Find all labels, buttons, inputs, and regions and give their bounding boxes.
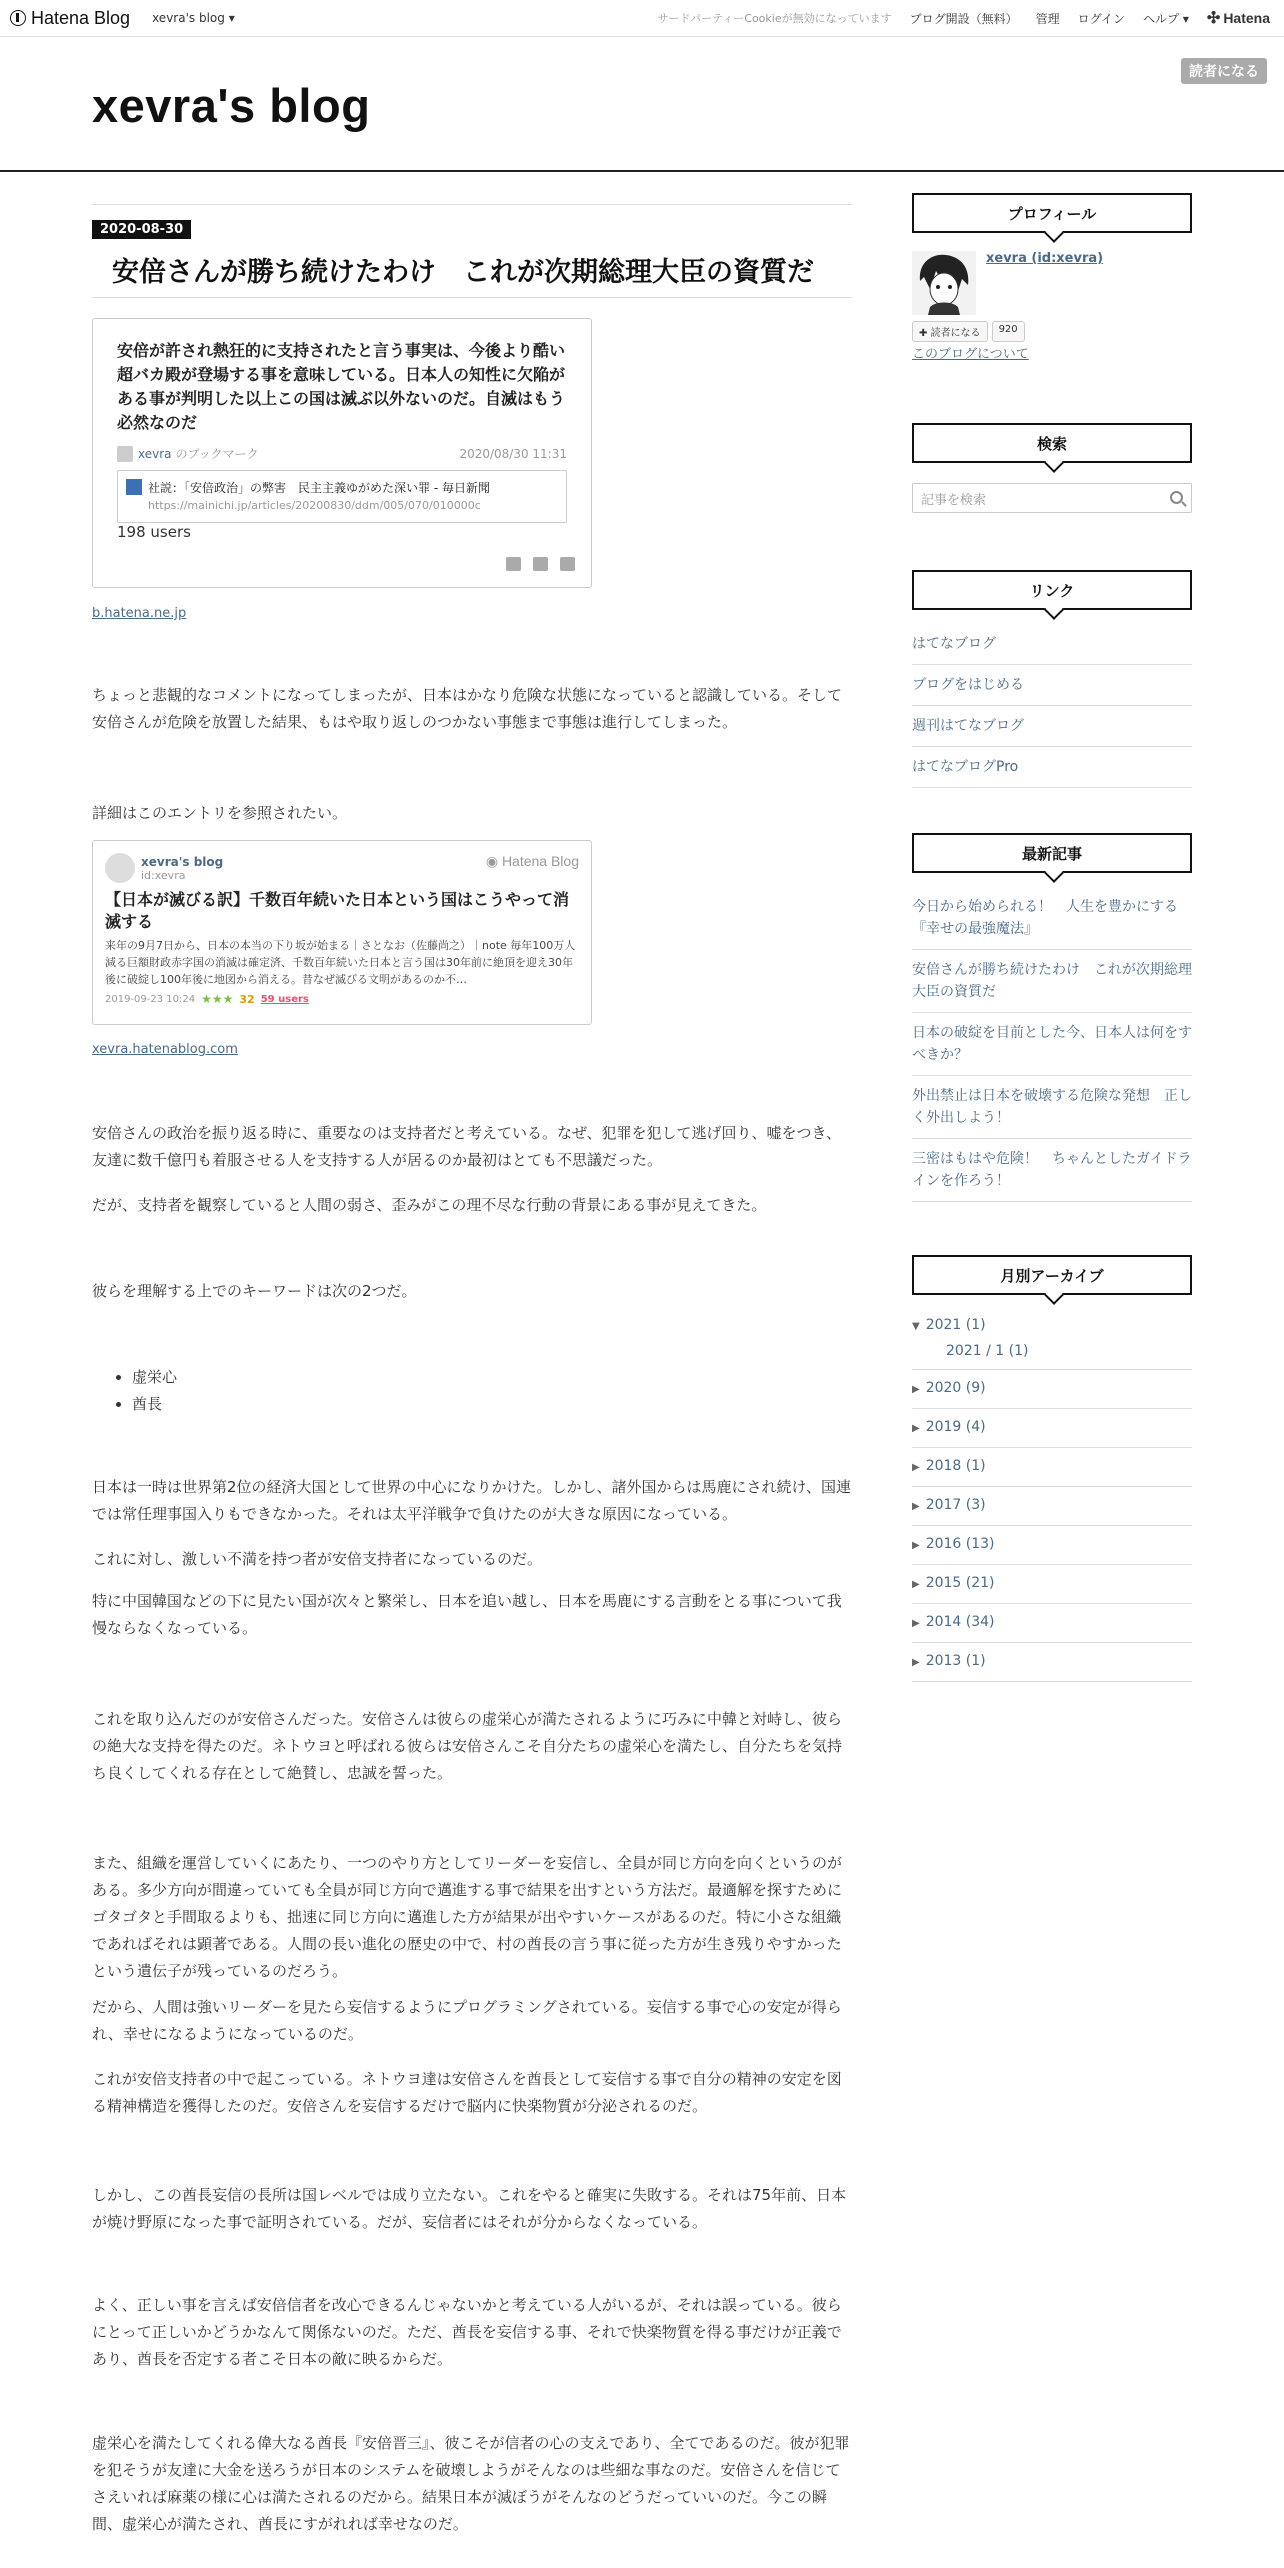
blog-embed-card[interactable] [92, 840, 592, 1025]
recent-entry-link[interactable]: 今日から始められる！ 人生を豊かにする『幸せの最強魔法』 [912, 887, 1192, 950]
archive-year-2018[interactable]: ▶ 2018 (1) [912, 1448, 1192, 1487]
recent-entry-link[interactable]: 安倍さんが勝ち続けたわけ これが次期総理大臣の資質だ [912, 950, 1192, 1013]
divider [92, 297, 852, 298]
bookmark-source-link[interactable]: b.hatena.ne.jp [92, 606, 187, 621]
paragraph: 安倍さんの政治を振り返る時に、重要なのは支持者だと考えている。なぜ、犯罪を犯して逃げ回り、嘘をつき、友達に数千億円も着服させる人を支持する人が居るのか最初はとても不思議だった。 [92, 1124, 841, 1169]
archive-year-2013[interactable]: ▶ 2013 (1) [912, 1643, 1192, 1682]
blog-avatar [105, 853, 135, 883]
paragraph: だが、支持者を観察していると人間の弱さ、歪みがこの理不尽な行動の背景にある事が見えてきた。 [92, 1196, 767, 1214]
subscriber-count[interactable]: 920 [992, 321, 1025, 342]
links-module [912, 570, 1192, 788]
card-blog-name[interactable]: xevra's blog [141, 854, 224, 869]
facebook-share-icon[interactable] [533, 557, 548, 571]
user-avatar-icon [117, 446, 133, 462]
card-title[interactable]: 【日本が滅びる訳】千数百年続いた日本という国はこうやって消滅する [105, 890, 570, 931]
paragraph: だから、人間は強いリーダーを見たら妄信するようにプログラミングされている。妄信する事で心の安定が得られ、幸せになるようになっているのだ。 [92, 1998, 842, 2043]
about-blog-link[interactable]: このブログについて [912, 347, 1029, 362]
entry-date[interactable]: 2020-08-30 [92, 220, 191, 239]
bookmark-comment: 安倍が許され熱狂的に支持されたと言う事実は、今後より酷い超バカ殿が登場する事を意味している。日本人の知性に欠陥がある事が判明した以上この国は滅ぶ以外ないのだ。自滅はもう必然なのだ [117, 341, 566, 432]
card-users-count[interactable]: 59 users [260, 993, 309, 1005]
bookmark-time[interactable]: 2020/08/30 11:31 [459, 446, 567, 461]
paragraph: これを取り込んだのが安倍さんだった。安倍さんは彼らの虚栄心が満たされるように巧みに中韓と対峙し、彼らの絶大な支持を得たのだ。ネトウヨと呼ばれる彼らは安倍さんこそ自分たちの虚栄心を満たし、自分たちを気持ち良くしてくれる存在として絶賛し、忠誠を誓った。 [92, 1710, 843, 1782]
paragraph: また、組織を運営していくにあたり、一つのやり方としてリーダーを妄信し、全員が同じ方向を向くというのがある。多少方向が間違っていても全員が同じ方向で邁進する事で結果を出すという方法だ。最適解を探すためにゴタゴタと手間取るよりも、拙速に同じ方向に邁進した方が結果が出やすいケースがあるのだ。特に小さな組織であればそれは顕著である。人間の長い進化の歴史の中で、村の酋長の言う事に従った方が生き残りやすかったという遺伝子が残っているのだろう。 [92, 1854, 843, 1980]
triangle-right-icon[interactable]: ▶ [912, 1579, 920, 1590]
paragraph: よく、正しい事を言えば安倍信者を改心できるんじゃないかと考えている人がいるが、それは誤っている。彼らにとって正しいかどうかなんて関係ないのだ。ただ、酋長を妄信する事、それで快楽物質を得る事だけが正義であり、酋長を否定する者こそ日本の敵に映るからだ。 [92, 2296, 842, 2368]
hatena-mark-icon: ✣ [1206, 10, 1221, 27]
hatena-bookmark-share-icon[interactable] [560, 557, 575, 571]
twitter-share-icon[interactable] [506, 557, 521, 571]
links-title: リンク [912, 570, 1192, 610]
cookie-notice: サードパーティーCookieが無効になっています [657, 12, 892, 25]
subscribe-button[interactable]: 読者になる [1181, 58, 1267, 84]
hatena-blog-logo[interactable]: Hatena Blog [10, 8, 130, 29]
main-article [92, 204, 852, 2533]
triangle-down-icon[interactable]: ▼ [912, 1321, 920, 1332]
bookmark-embed-card: 安倍が許され熱狂的に支持されたと言う事実は、今後より酷い超バカ殿が登場する事を意味している。日本人の知性に欠陥がある事が判明した以上この国は滅ぶ以外ないのだ。自滅はもう必然なのだ xevra のブックマーク 2020/08/30 11:31 社説：「安倍政治」の弊害 民主主義ゆがめた深い罪 - 毎日新聞 https://mainichi.jp/articles/20200830/ddm/005/070/010000c 198 users [92, 318, 592, 588]
recent-entry-link[interactable]: 外出禁止は日本を破壊する危険な発想 正しく外出しよう！ [912, 1076, 1192, 1139]
triangle-right-icon[interactable]: ▶ [912, 1657, 920, 1668]
hatena-top-bar [0, 0, 1284, 37]
sidebar-link-pro[interactable]: はてなブログPro [912, 747, 1192, 788]
archive-year-2016[interactable]: ▶ 2016 (13) [912, 1526, 1192, 1565]
site-favicon-icon [126, 479, 142, 495]
blog-name-dropdown[interactable]: xevra's blog ▾ [152, 11, 235, 25]
hatena-blog-brand: ◉ Hatena Blog [485, 853, 579, 869]
blog-header [0, 38, 1284, 172]
profile-name-link[interactable]: xevra (id:xevra) [986, 251, 1104, 266]
archive-month-2021-1[interactable]: 2021 / 1 (1) [946, 1343, 1029, 1359]
archive-year-2017[interactable]: ▶ 2017 (3) [912, 1487, 1192, 1526]
card-description: 来年の9月7日から、日本の本当の下り坂が始まる｜さとなお（佐藤尚之）｜note 毎年100万人減る巨額財政赤字国の消滅は確定済、千数百年続いた日本と言う国は30年前に絶頂を迎え30年後に破綻し100年後に地図から消える。昔なぜ滅びる文明があるのか不… [105, 939, 576, 986]
star-icons[interactable]: ★★★ [201, 992, 234, 1006]
source-users-count[interactable]: 198 users [117, 523, 191, 541]
sidebar-link-hatena-blog[interactable]: はてなブログ [912, 624, 1192, 665]
triangle-right-icon[interactable]: ▶ [912, 1384, 920, 1395]
source-url: https://mainichi.jp/articles/20200830/ddm/005/070/010000c [148, 499, 481, 512]
paragraph: これが安倍支持者の中で起こっている。ネトウヨ達は安倍さんを酋長として妄信する事で自分の精神の安定を図る精神構造を獲得したのだ。安倍さんを妄信するだけで脳内に快楽物質が分泌されるのだ。 [92, 2070, 842, 2115]
recent-title: 最新記事 [912, 833, 1192, 873]
search-icon[interactable] [1170, 491, 1183, 504]
caret-down-icon: ▾ [1182, 11, 1189, 26]
hatena-logo-icon [10, 10, 26, 26]
archive-year-2021[interactable]: ▼ 2021 (1) 2021 / 1 (1) [912, 1307, 1192, 1370]
search-title: 検索 [912, 423, 1192, 463]
archive-year-2015[interactable]: ▶ 2015 (21) [912, 1565, 1192, 1604]
keyword-list [132, 1364, 177, 1418]
blog-card-link[interactable]: xevra.hatenablog.com [92, 1042, 238, 1057]
entry-title[interactable]: 安倍さんが勝ち続けたわけ これが次期総理大臣の資質だ [112, 257, 814, 288]
archive-year-2020[interactable]: ▶ 2020 (9) [912, 1370, 1192, 1409]
paragraph: 彼らを理解する上でのキーワードは次の2つだ。 [92, 1282, 417, 1300]
profile-title: プロフィール [912, 193, 1192, 233]
search-input[interactable]: 記事を検索 [912, 483, 1192, 513]
blog-title[interactable]: xevra's blog [92, 79, 371, 132]
triangle-right-icon[interactable]: ▶ [912, 1462, 920, 1473]
paragraph: しかし、この酋長妄信の長所は国レベルでは成り立たない。これをやると確実に失敗する。それは75年前、日本が焼け野原になった事で証明されている。だが、妄信者にはそれが分からなくなっている。 [92, 2186, 847, 2231]
archive-year-2014[interactable]: ▶ 2014 (34) [912, 1604, 1192, 1643]
list-item: • 虚栄心 [132, 1364, 177, 1391]
triangle-right-icon[interactable]: ▶ [912, 1423, 920, 1434]
paragraph: 特に中国韓国などの下に見たい国が次々と繁栄し、日本を追い越し、日本を馬鹿にする言動をとる事について我慢ならなくなっている。 [92, 1592, 842, 1637]
profile-module [912, 193, 1192, 362]
paragraph: ちょっと悲観的なコメントになってしまったが、日本はかなり危険な状態になっていると認識している。そして安倍さんが危険を放置した結果、もはや取り返しのつかない事態まで事態は進行してしまった。 [92, 686, 843, 731]
recent-entries-module [912, 833, 1192, 1202]
bookmark-source[interactable] [117, 470, 567, 523]
archive-title: 月別アーカイブ [912, 1255, 1192, 1295]
sidebar-link-start-blog[interactable]: ブログをはじめる [912, 665, 1192, 706]
sidebar-link-weekly[interactable]: 週刊はてなブログ [912, 706, 1192, 747]
help-link[interactable]: ヘルプ ▾ [1143, 11, 1189, 26]
card-blog-id: id:xevra [141, 868, 186, 882]
search-module [912, 423, 1192, 513]
bookmark-user-link[interactable]: xevra [138, 446, 172, 461]
star-count: 32 [239, 992, 255, 1006]
paragraph: 日本は一時は世界第2位の経済大国として世界の中心になりかけた。しかし、諸外国からは馬鹿にされ続け、国連では常任理事国入りもできなかった。それは太平洋戦争で負けたのが大きな原因になっている。 [92, 1478, 851, 1523]
archive-module [912, 1255, 1192, 1682]
source-title: 社説：「安倍政治」の弊害 民主主義ゆがめた深い罪 - 毎日新聞 [148, 481, 490, 495]
admin-link[interactable]: 管理 [1035, 11, 1060, 26]
list-item: • 酋長 [132, 1391, 177, 1418]
hatena-brand-link[interactable]: ✣ Hatena [1206, 10, 1270, 27]
profile-subscribe-button[interactable]: ✚ 読者になる [912, 321, 988, 342]
profile-avatar[interactable] [912, 251, 976, 315]
recent-entry-link[interactable]: 三密はもはや危険！ ちゃんとしたガイドラインを作ろう！ [912, 1139, 1192, 1202]
paragraph: 虚栄心を満たしてくれる偉大なる酋長『安倍晋三』、彼こそが信者の心の支えであり、全てであるのだ。彼が犯罪を犯そうが友達に大金を送ろうが日本のシステムを破壊しようがそんなのは些細な事なのだ。安倍さんを信じてさえいれば麻薬の様に心は満たされるのだから。結果日本が滅ぼうがそんなのどうだっていいのだ。今この瞬間、虚栄心が満たされ、酋長にすがれれば幸せなのだ。 [92, 2434, 850, 2533]
triangle-right-icon[interactable]: ▶ [912, 1540, 920, 1551]
divider [92, 204, 852, 205]
archive-year-2019[interactable]: ▶ 2019 (4) [912, 1409, 1192, 1448]
open-blog-link[interactable]: ブログ開設（無料） [909, 11, 1018, 26]
triangle-right-icon[interactable]: ▶ [912, 1618, 920, 1629]
login-link[interactable]: ログイン [1077, 11, 1126, 26]
hatena-logo-icon: ◉ [485, 853, 499, 869]
paragraph: これに対し、激しい不満を持つ者が安倍支持者になっているのだ。 [92, 1550, 543, 1568]
paragraph: 詳細はこのエントリを参照されたい。 [92, 804, 348, 822]
caret-down-icon: ▾ [228, 11, 235, 25]
card-date: 2019-09-23 10:24 [105, 993, 196, 1005]
triangle-right-icon[interactable]: ▶ [912, 1501, 920, 1512]
recent-entry-link[interactable]: 日本の破綻を目前とした今、日本人は何をすべきか？ [912, 1013, 1192, 1076]
